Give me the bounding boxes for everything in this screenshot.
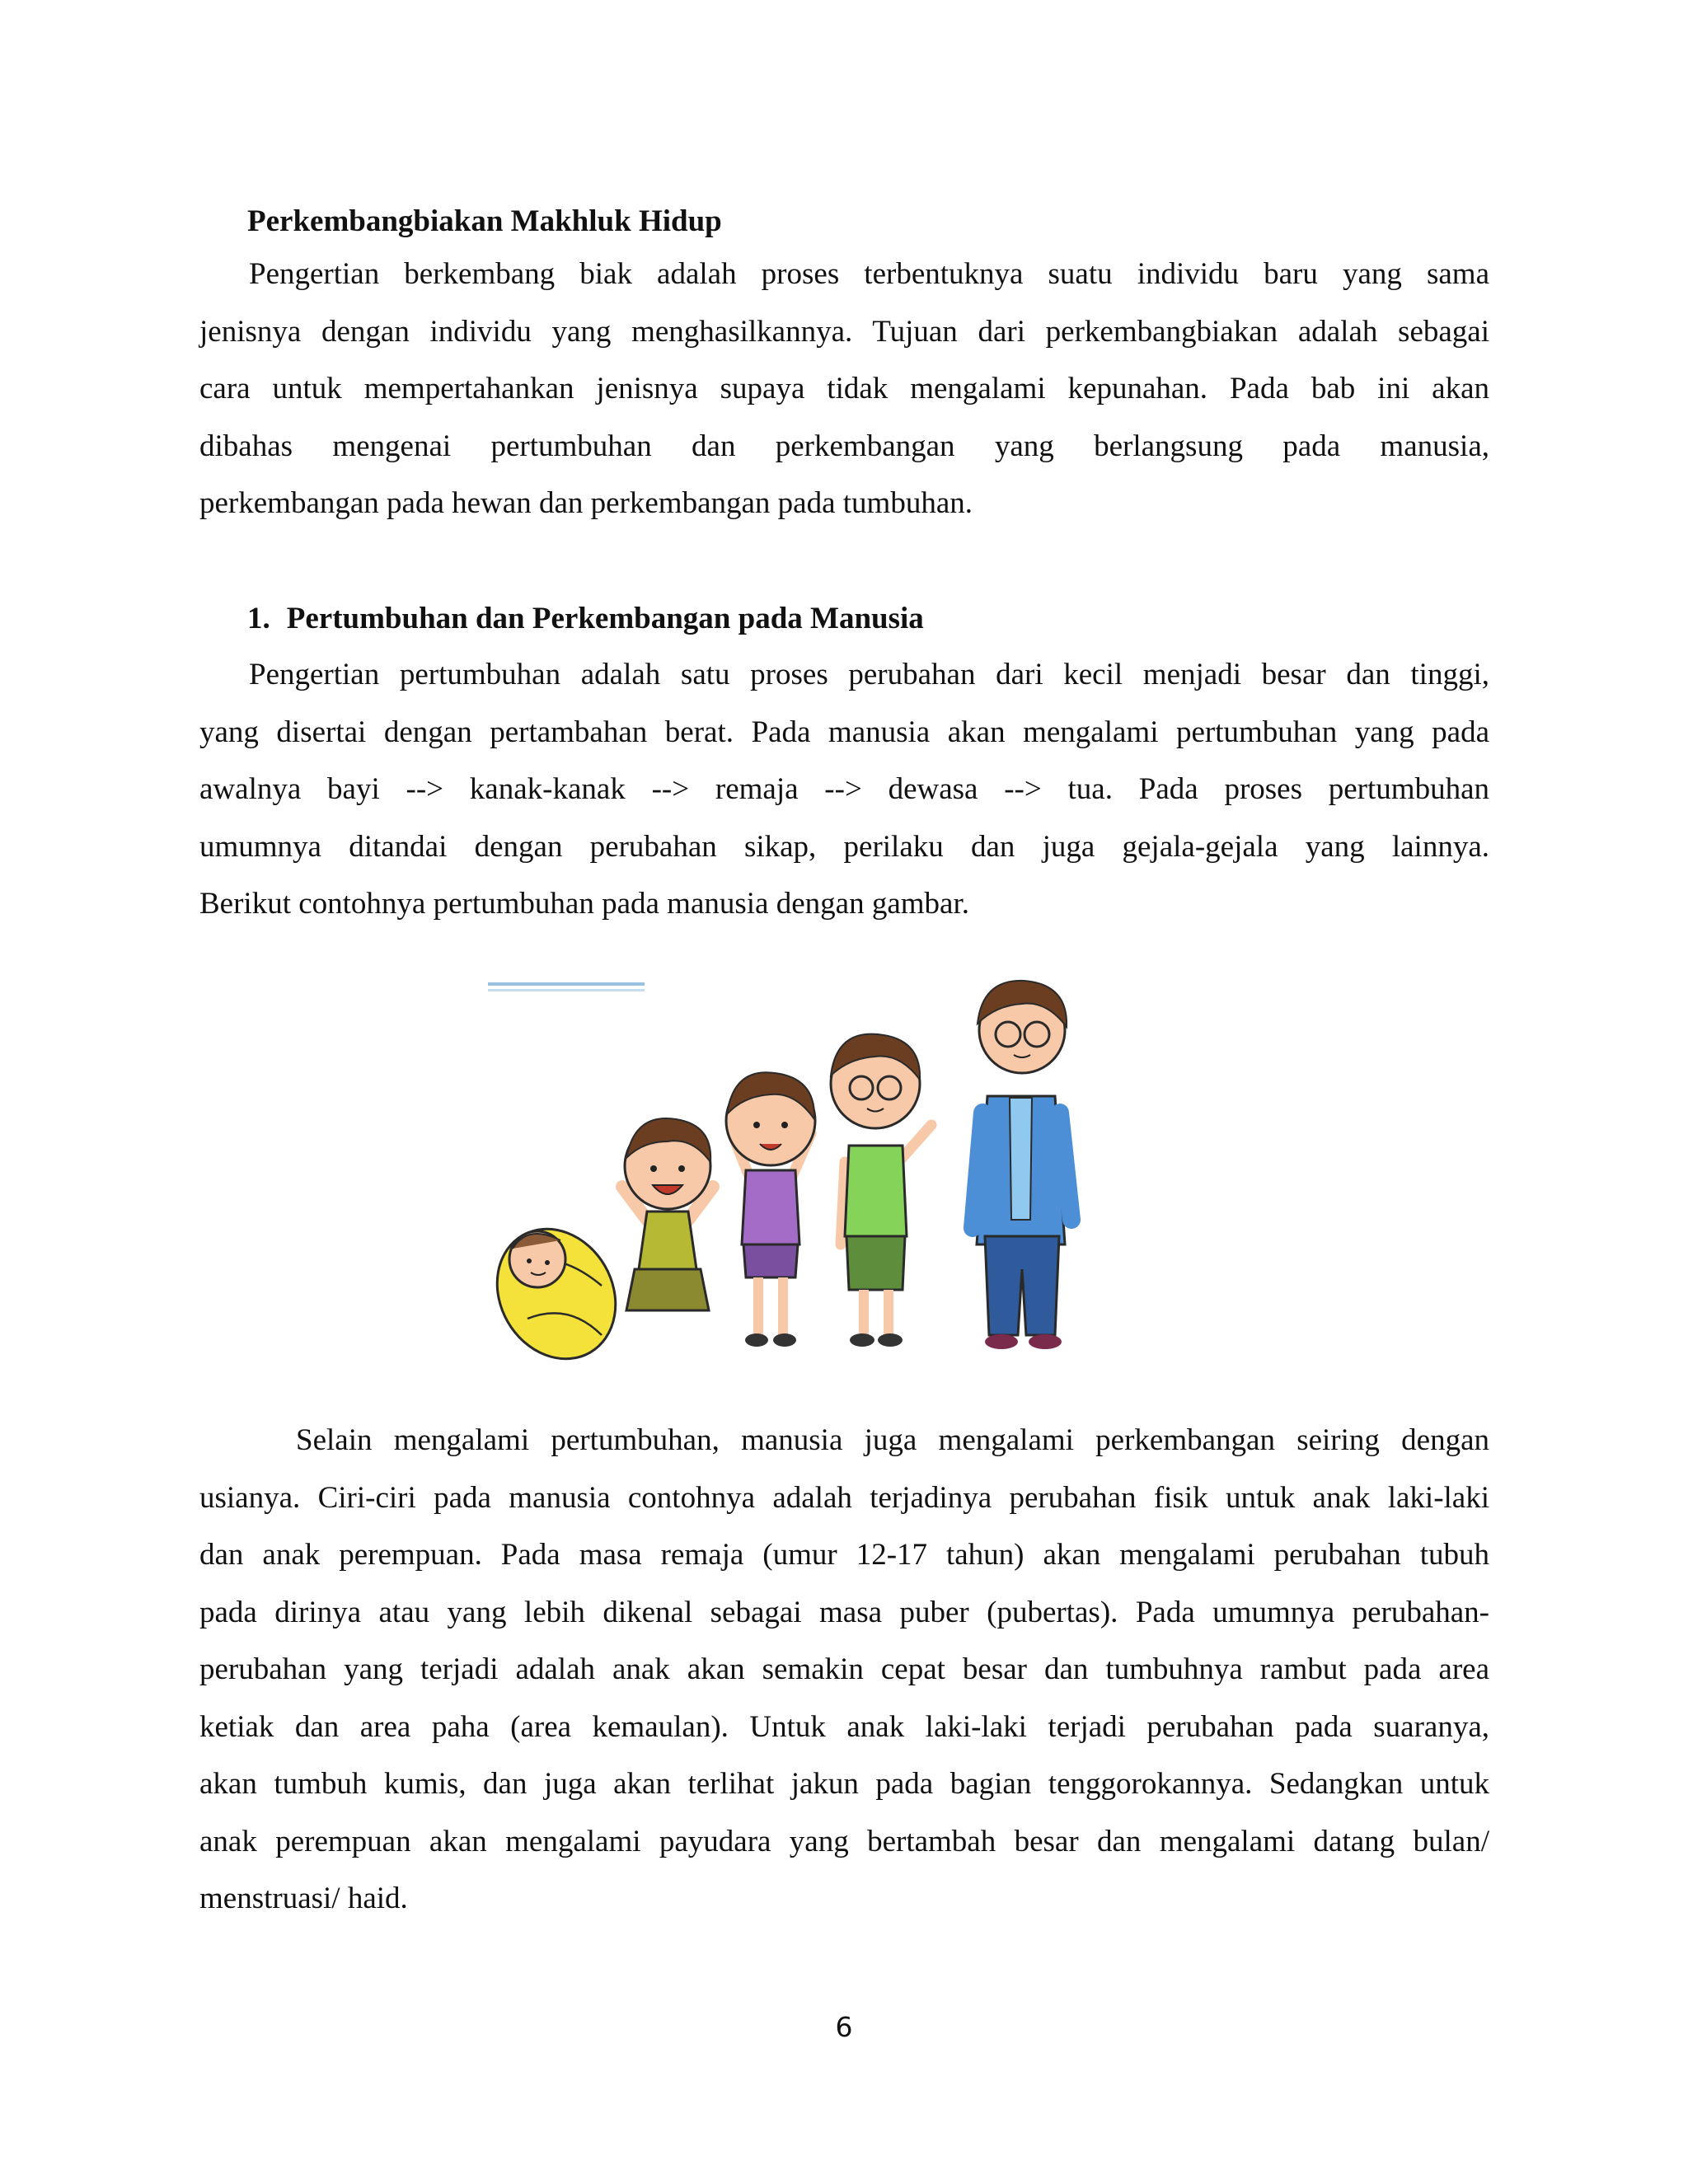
intro-line-2: jenisnya dengan individu yang menghasilkannya. Tujuan dari perkembangbiakan adalah sebagai <box>199 314 1489 349</box>
development-line-8: anak perempuan akan mengalami payudara yang bertambah besar dan mengalami datang bulan/ <box>199 1824 1489 1858</box>
adult-figure <box>973 981 1071 1349</box>
development-line-1: Selain mengalami pertumbuhan, manusia juga mengalami perkembangan seiring dengan <box>296 1423 1489 1457</box>
growth-line-2: yang disertai dengan pertambahan berat. Pada manusia akan mengalami pertumbuhan yang pada <box>199 715 1489 749</box>
page-number: 6 <box>835 2011 853 2043</box>
development-paragraph <box>199 1412 1489 1928</box>
section-heading <box>247 600 924 638</box>
development-line-5: perubahan yang terjadi adalah anak akan semakin cepat besar dan tumbuhnya rambut pada area <box>199 1652 1489 1686</box>
decorative-dashes <box>488 982 645 991</box>
development-line-9: menstruasi/ haid. <box>199 1882 408 1915</box>
human-growth-illustration <box>478 972 1253 1368</box>
intro-paragraph <box>199 246 1489 532</box>
child-figure <box>726 1072 815 1347</box>
intro-line-4: dibahas mengenai pertumbuhan dan perkembangan yang berlangsung pada manusia, <box>199 429 1489 463</box>
section-number: 1. <box>247 602 270 635</box>
intro-line-3: cara untuk mempertahankan jenisnya supaya tidak mengalami kepunahan. Pada bab ini akan <box>199 372 1489 405</box>
teen-figure <box>831 1034 931 1347</box>
development-line-2: usianya. Ciri-ciri pada manusia contohnya adalah terjadinya perubahan fisik untuk anak laki-laki <box>199 1480 1489 1515</box>
intro-line-5: perkembangan pada hewan dan perkembangan pada tumbuhan. <box>199 486 973 520</box>
growth-line-5: Berikut contohnya pertumbuhan pada manusia dengan gambar. <box>199 887 969 921</box>
section-title: Pertumbuhan dan Perkembangan pada Manusia <box>286 602 924 635</box>
development-line-6: ketiak dan area paha (area kemaulan). Untuk anak laki-laki terjadi perubahan pada suaranya, <box>199 1709 1489 1744</box>
growth-paragraph <box>199 646 1489 933</box>
growth-line-4: umumnya ditandai dengan perubahan sikap, perilaku dan juga gejala-gejala yang lainnya. <box>199 829 1489 864</box>
toddler-figure <box>622 1118 713 1310</box>
development-line-7: akan tumbuh kumis, dan juga akan terlihat jakun pada bagian tenggorokannya. Sedangkan untuk <box>199 1767 1489 1801</box>
development-line-4: pada dirinya atau yang lebih dikenal sebagai masa puber (pubertas). Pada umumnya perubahan- <box>199 1595 1489 1629</box>
document-title: Perkembangbiakan Makhluk Hidup <box>247 204 722 238</box>
baby-figure <box>478 1207 639 1368</box>
growth-line-3: awalnya bayi --> kanak-kanak --> remaja --> dewasa --> tua. Pada proses pertumbuhan <box>199 772 1489 806</box>
growth-line-1: Pengertian pertumbuhan adalah satu proses perubahan dari kecil menjadi besar dan tinggi, <box>249 658 1489 691</box>
development-line-3: dan anak perempuan. Pada masa remaja (umur 12-17 tahun) akan mengalami perubahan tubuh <box>199 1538 1489 1572</box>
intro-line-1: Pengertian berkembang biak adalah proses terbentuknya suatu individu baru yang sama <box>249 257 1489 291</box>
